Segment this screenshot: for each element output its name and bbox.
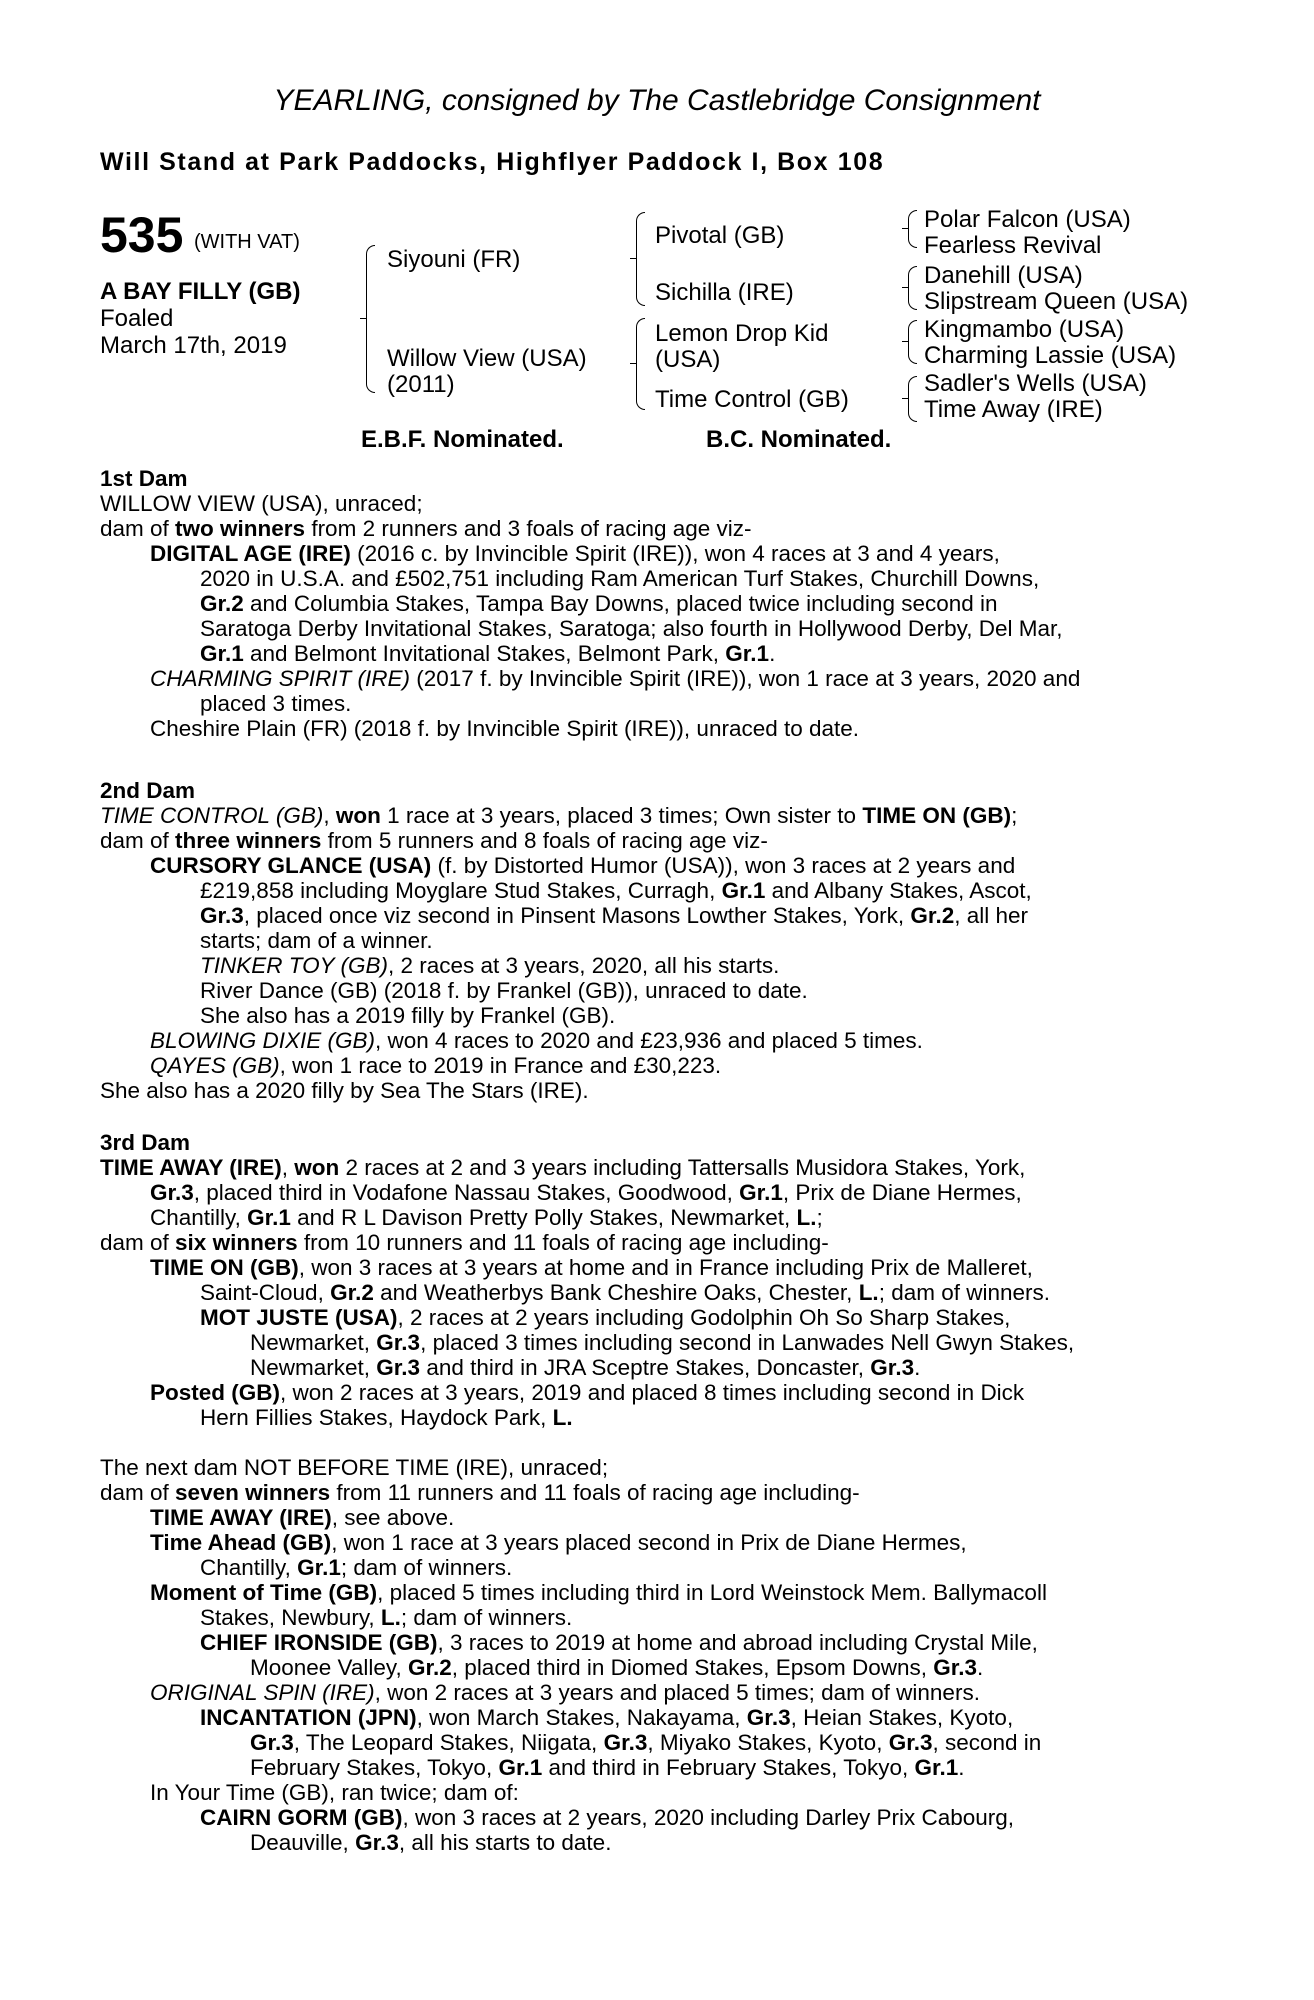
bold-text: Gr.3 [376, 1330, 421, 1355]
foaled-label: Foaled [100, 305, 174, 332]
text: , [323, 803, 336, 828]
bold-text: Gr.3 [888, 1730, 933, 1755]
sire-sire: Pivotal (GB) [655, 222, 785, 249]
dam-dam-dam: Time Away (IRE) [924, 396, 1103, 423]
bc-nomination: B.C. Nominated. [706, 426, 892, 453]
dam-sire-dam: Charming Lassie (USA) [924, 342, 1177, 369]
text-line [150, 1180, 1022, 1206]
bold-text: Gr.3 [603, 1730, 648, 1755]
text: , 2 races at 3 years, 2020, all his starts. [387, 953, 780, 978]
text-line [100, 828, 768, 854]
text: , won 1 race at 3 years placed second in Prix de Diane Hermes, [331, 1530, 967, 1555]
text: 2 races at 2 and 3 years including Tattersalls Musidora Stakes, York, [339, 1155, 1026, 1180]
text: (f. by Distorted Humor (USA)), won 3 races at 2 years and [431, 853, 1016, 878]
sire-dam: Sichilla (IRE) [655, 279, 794, 306]
text: . [914, 1355, 921, 1380]
text-line [150, 1380, 1024, 1406]
text: , all her [954, 903, 1028, 928]
bold-text: L. [380, 1605, 401, 1630]
bold-text: Gr.3 [355, 1830, 399, 1855]
dam-dam-sire: Sadler's Wells (USA) [924, 370, 1147, 397]
text-line [250, 1830, 611, 1856]
text-line [150, 541, 1000, 567]
italic-text: TINKER TOY (GB) [200, 953, 388, 978]
text: ; dam of winners. [340, 1555, 513, 1580]
text: Chantilly, [200, 1555, 298, 1580]
text-line [100, 1155, 1025, 1181]
text-line [200, 1003, 615, 1029]
text: , Heian Stakes, Kyoto, [790, 1705, 1014, 1730]
bold-text: Time Ahead (GB) [150, 1530, 332, 1555]
text: and Columbia Stakes, Tampa Bay Downs, placed twice including second in [243, 591, 998, 616]
text-line [150, 1205, 823, 1231]
text: , Prix de Diane Hermes, [782, 1180, 1022, 1205]
text: , placed 3 times including second in Lanwades Nell Gwyn Stakes, [420, 1330, 1075, 1355]
text: Newmarket, [250, 1355, 377, 1380]
dam-sire: Lemon Drop Kid [655, 320, 829, 347]
text-line [200, 903, 1028, 929]
text: Newmarket, [250, 1330, 377, 1355]
bold-text: Gr.3 [376, 1355, 421, 1380]
text: . [977, 1655, 984, 1680]
bold-text: TIME AWAY (IRE) [100, 1155, 282, 1180]
bold-text: Gr.3 [200, 903, 244, 928]
text: , placed 5 times including third in Lord Weinstock Mem. Ballymacoll [377, 1580, 1047, 1605]
text: , won 2 races at 3 years, 2019 and placed 8 times including second in Dick [280, 1380, 1025, 1405]
text: ; [1011, 803, 1018, 828]
text-line [100, 778, 195, 804]
text: from 2 runners and 3 foals of racing age viz- [305, 516, 752, 541]
text: and third in February Stakes, Tokyo, [542, 1755, 915, 1780]
text-line [250, 1655, 983, 1681]
text: , see above. [331, 1505, 455, 1530]
text-line [200, 1605, 572, 1631]
bold-text: Gr.1 [739, 1180, 783, 1205]
bold-text: CURSORY GLANCE (USA) [150, 853, 432, 878]
sire-dam-dam: Slipstream Queen (USA) [924, 288, 1189, 315]
bold-text: won [294, 1155, 340, 1180]
bold-text: Gr.3 [746, 1705, 791, 1730]
text-line [150, 1780, 519, 1806]
text-line [200, 1405, 573, 1431]
text-line [200, 1305, 1010, 1331]
stand-location: Will Stand at Park Paddocks, Highflyer Paddock I, Box 108 [100, 148, 885, 176]
text-line [200, 1630, 1038, 1656]
text-line [150, 1580, 1047, 1606]
text: , The Leopard Stakes, Niigata, [293, 1730, 604, 1755]
bold-text: Gr.3 [933, 1655, 978, 1680]
text-line [100, 466, 188, 492]
bold-text: DIGITAL AGE (IRE) [150, 541, 351, 566]
text: , all his starts to date. [398, 1830, 612, 1855]
italic-text: BLOWING DIXIE (GB) [150, 1028, 376, 1053]
text-line [200, 1280, 1050, 1306]
sale-subtitle: YEARLING, consigned by The Castlebridge Consignment [273, 84, 1041, 117]
text: , placed once viz second in Pinsent Masons Lowther Stakes, York, [243, 903, 911, 928]
text: 1 race at 3 years, placed 3 times; Own sister to [380, 803, 863, 828]
text: , 2 races at 2 years including Godolphin Oh So Sharp Stakes, [397, 1305, 1011, 1330]
text: dam of [100, 516, 176, 541]
text: Cheshire Plain (FR) (2018 f. by Invincible Spirit (IRE)), unraced to date. [150, 716, 860, 741]
text-line [200, 1705, 1013, 1731]
text-line [150, 853, 1015, 879]
text: from 11 runners and 11 foals of racing age including- [330, 1480, 860, 1505]
bold-text: CAIRN GORM (GB) [200, 1805, 403, 1830]
text: , Miyako Stakes, Kyoto, [647, 1730, 889, 1755]
bold-text: 2nd Dam [100, 778, 196, 803]
sire: Siyouni (FR) [387, 246, 521, 273]
text-line [250, 1330, 1074, 1356]
horse-name: A BAY FILLY (GB) [100, 278, 301, 305]
bold-text: Gr.3 [150, 1180, 194, 1205]
text: , won March Stakes, Nakayama, [416, 1705, 747, 1730]
bold-text: Gr.1 [498, 1755, 543, 1780]
bold-text: INCANTATION (JPN) [200, 1705, 417, 1730]
dam-year: (2011) [387, 371, 455, 398]
italic-text: TIME CONTROL (GB) [100, 803, 324, 828]
bold-text: Gr.2 [330, 1280, 374, 1305]
bold-text: won [335, 803, 381, 828]
text: dam of [100, 1480, 176, 1505]
bold-text: Gr.2 [910, 903, 955, 928]
bold-text: TIME ON (GB) [150, 1255, 299, 1280]
bold-text: Gr.1 [297, 1555, 341, 1580]
text: ; dam of winners. [878, 1280, 1051, 1305]
text-line [250, 1755, 965, 1781]
text: (2017 f. by Invincible Spirit (IRE)), won 1 race at 3 years, 2020 and [410, 666, 1081, 691]
text: from 5 runners and 8 foals of racing age viz- [321, 828, 768, 853]
text-line [250, 1730, 1041, 1756]
text-line [150, 1505, 454, 1531]
sire-sire-dam: Fearless Revival [924, 232, 1102, 259]
text-line [200, 591, 998, 617]
text: . [958, 1755, 965, 1780]
text: Deauville, [250, 1830, 356, 1855]
text-line [200, 1555, 512, 1581]
bold-text: Gr.1 [914, 1755, 959, 1780]
text-line [100, 1230, 829, 1256]
ebf-nomination: E.B.F. Nominated. [361, 426, 564, 453]
text-line [150, 1053, 721, 1079]
text-line [100, 1078, 589, 1104]
text: and Albany Stakes, Ascot, [765, 878, 1032, 903]
text-line [200, 566, 1039, 592]
dam-dam: Time Control (GB) [655, 386, 849, 413]
text-line [100, 1480, 860, 1506]
bold-text: 3rd Dam [100, 1130, 191, 1155]
bold-text: Gr.3 [250, 1730, 294, 1755]
text-line [200, 616, 1063, 642]
text: 2020 in U.S.A. and £502,751 including Ram American Turf Stakes, Churchill Downs, [200, 566, 1040, 591]
bold-text: L. [552, 1405, 573, 1430]
dam-sire-country: (USA) [655, 346, 721, 373]
text: Hern Fillies Stakes, Haydock Park, [200, 1405, 553, 1430]
bold-text: Gr.1 [725, 641, 770, 666]
bold-text: Posted (GB) [150, 1380, 281, 1405]
bold-text: Gr.1 [721, 878, 766, 903]
text: , won 2 races at 3 years and placed 5 times; dam of winners. [374, 1680, 980, 1705]
text-line [100, 491, 423, 517]
bold-text: TIME ON (GB) [862, 803, 1012, 828]
text: , second in [932, 1730, 1042, 1755]
text: , placed third in Vodafone Nassau Stakes, Goodwood, [193, 1180, 740, 1205]
catalogue-body [100, 0, 1200, 2000]
bold-text: two winners [175, 516, 306, 541]
italic-text: CHARMING SPIRIT (IRE) [150, 666, 411, 691]
foaled-date: March 17th, 2019 [100, 332, 287, 359]
text-line [200, 878, 1032, 904]
text: She also has a 2019 filly by Frankel (GB). [200, 1003, 616, 1028]
text: and Weatherbys Bank Cheshire Oaks, Chester, [373, 1280, 859, 1305]
text: ; dam of winners. [400, 1605, 573, 1630]
text-line [150, 1530, 967, 1556]
dam: Willow View (USA) [387, 345, 587, 372]
text: and third in JRA Sceptre Stakes, Doncaster, [420, 1355, 871, 1380]
text-line [100, 516, 752, 542]
bold-text: CHIEF IRONSIDE (GB) [200, 1630, 438, 1655]
text-line [150, 716, 859, 742]
text: starts; dam of a winner. [200, 928, 433, 953]
vat-label: (WITH VAT) [194, 231, 300, 253]
bold-text: Gr.2 [200, 591, 244, 616]
text: (2016 c. by Invincible Spirit (IRE)), won 4 races at 3 and 4 years, [350, 541, 1000, 566]
sire-sire-sire: Polar Falcon (USA) [924, 206, 1131, 233]
text: River Dance (GB) (2018 f. by Frankel (GB)), unraced to date. [200, 978, 808, 1003]
text: Chantilly, [150, 1205, 248, 1230]
bold-text: Gr.2 [408, 1655, 452, 1680]
bold-text: Moment of Time (GB) [150, 1580, 378, 1605]
text: , won 4 races to 2020 and £23,936 and placed 5 times. [375, 1028, 923, 1053]
text-line [100, 803, 1017, 829]
bold-text: Gr.3 [870, 1355, 915, 1380]
text-line [200, 928, 433, 954]
text: In Your Time (GB), ran twice; dam of: [150, 1780, 519, 1805]
bold-text: seven winners [175, 1480, 331, 1505]
text-line [200, 641, 775, 667]
sire-dam-sire: Danehill (USA) [924, 262, 1083, 289]
text-line [150, 1255, 1033, 1281]
text: The next dam NOT BEFORE TIME (IRE), unraced; [100, 1455, 609, 1480]
bold-text: Gr.1 [247, 1205, 291, 1230]
text: . [769, 641, 776, 666]
text: February Stakes, Tokyo, [250, 1755, 499, 1780]
text: , 3 races to 2019 at home and abroad including Crystal Mile, [437, 1630, 1038, 1655]
text-line [100, 1455, 608, 1481]
text-line [200, 1805, 1014, 1831]
text: dam of [100, 1230, 176, 1255]
text-line [200, 953, 779, 979]
text-line [100, 1130, 190, 1156]
text: dam of [100, 828, 176, 853]
text: ; [816, 1205, 823, 1230]
bold-text: L. [858, 1280, 879, 1305]
text: and Belmont Invitational Stakes, Belmont Park, [243, 641, 726, 666]
text: and R L Davison Pretty Polly Stakes, Newmarket, [290, 1205, 797, 1230]
bold-text: Gr.1 [200, 641, 244, 666]
text: , won 1 race to 2019 in France and £30,223. [279, 1053, 722, 1078]
text-line [200, 691, 351, 717]
text-line [150, 1680, 980, 1706]
text: , [281, 1155, 295, 1180]
italic-text: QAYES (GB) [150, 1053, 280, 1078]
text: from 10 runners and 11 foals of racing age including- [297, 1230, 829, 1255]
text-line [200, 978, 808, 1004]
text: She also has a 2020 filly by Sea The Stars (IRE). [100, 1078, 589, 1103]
text: placed 3 times. [200, 691, 352, 716]
text: , won 3 races at 2 years, 2020 including Darley Prix Cabourg, [402, 1805, 1015, 1830]
bold-text: three winners [175, 828, 322, 853]
text-line [150, 666, 1080, 692]
bold-text: MOT JUSTE (USA) [200, 1305, 398, 1330]
bold-text: 1st Dam [100, 466, 188, 491]
text: Stakes, Newbury, [200, 1605, 381, 1630]
text: £219,858 including Moyglare Stud Stakes, Curragh, [200, 878, 722, 903]
bold-text: L. [796, 1205, 817, 1230]
text: , won 3 races at 3 years at home and in France including Prix de Malleret, [298, 1255, 1033, 1280]
bold-text: six winners [175, 1230, 298, 1255]
text: Saint-Cloud, [200, 1280, 331, 1305]
italic-text: ORIGINAL SPIN (IRE) [150, 1680, 375, 1705]
dam-sire-sire: Kingmambo (USA) [924, 316, 1125, 343]
text-line [150, 1028, 923, 1054]
text: WILLOW VIEW (USA), unraced; [100, 491, 423, 516]
text: Moonee Valley, [250, 1655, 409, 1680]
text: , placed third in Diomed Stakes, Epsom Downs, [451, 1655, 934, 1680]
text-line [250, 1355, 920, 1381]
lot-number: 535 [100, 207, 184, 263]
text: Saratoga Derby Invitational Stakes, Saratoga; also fourth in Hollywood Derby, Del Mar, [200, 616, 1063, 641]
bold-text: TIME AWAY (IRE) [150, 1505, 332, 1530]
